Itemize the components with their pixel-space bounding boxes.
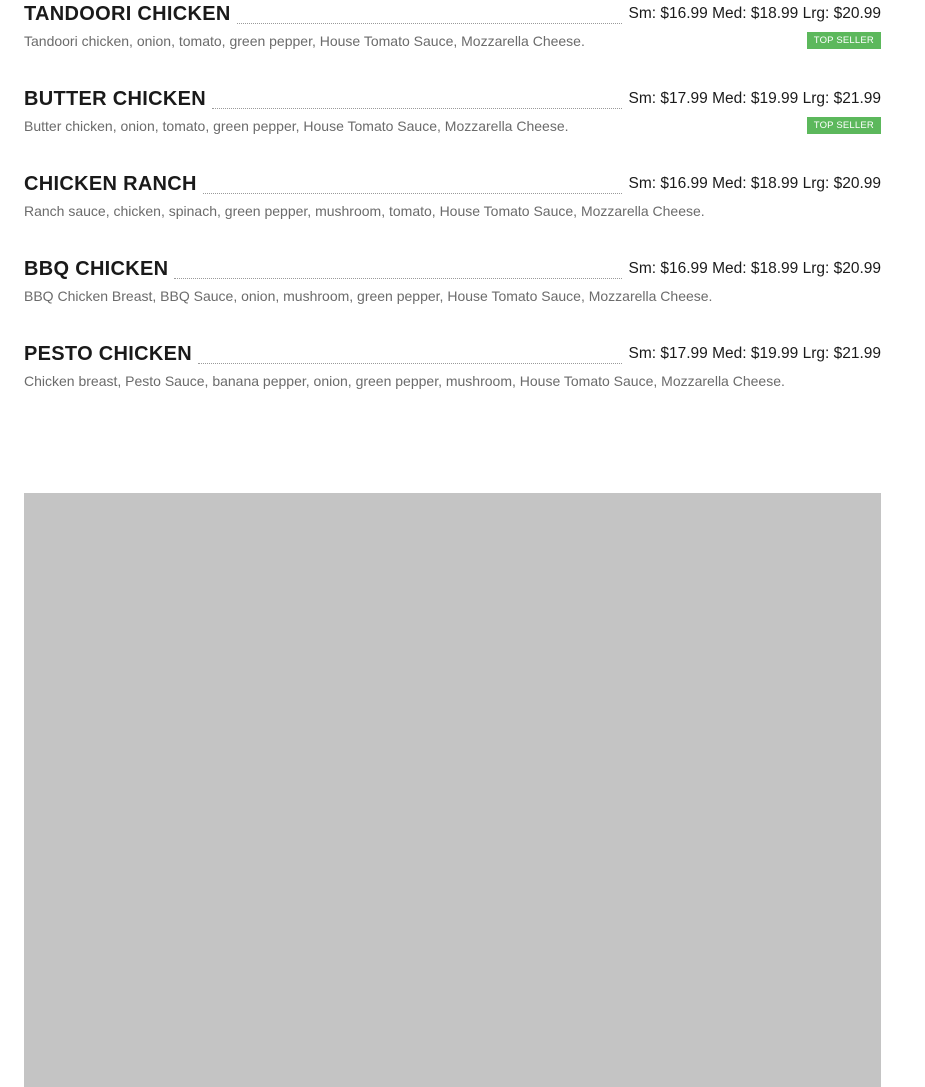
menu-list — [24, 0, 881, 425]
menu-item-name: TANDOORI CHICKEN — [24, 3, 231, 25]
menu-item-price: Sm: $17.99 Med: $19.99 Lrg: $21.99 — [628, 90, 881, 107]
menu-item-header — [24, 170, 881, 196]
menu-item-description: Chicken breast, Pesto Sauce, banana pepper, onion, green pepper, mushroom, House Tomato Sauce, Mozzarella Cheese. — [24, 373, 785, 389]
top-seller-badge: TOP SELLER — [807, 117, 881, 134]
menu-item-header — [24, 340, 881, 366]
dotted-leader — [174, 277, 621, 279]
menu-item-name: PESTO CHICKEN — [24, 343, 193, 365]
menu-item-header — [24, 0, 881, 26]
menu-item-description: BBQ Chicken Breast, BBQ Sauce, onion, mushroom, green pepper, House Tomato Sauce, Mozzarella Cheese. — [24, 288, 713, 304]
dotted-leader — [203, 192, 622, 194]
menu-item-price: Sm: $17.99 Med: $19.99 Lrg: $21.99 — [628, 345, 881, 362]
dotted-leader — [198, 362, 622, 364]
menu-item-tandoori-chicken — [24, 0, 881, 85]
menu-item-price: Sm: $16.99 Med: $18.99 Lrg: $20.99 — [628, 260, 881, 277]
image-placeholder — [24, 493, 881, 1087]
menu-item-bbq-chicken — [24, 255, 881, 340]
menu-item-butter-chicken — [24, 85, 881, 170]
menu-item-name: CHICKEN RANCH — [24, 173, 197, 195]
menu-item-description: Tandoori chicken, onion, tomato, green pepper, House Tomato Sauce, Mozzarella Cheese. — [24, 33, 585, 49]
menu-item-price: Sm: $16.99 Med: $18.99 Lrg: $20.99 — [628, 5, 881, 22]
menu-item-price: Sm: $16.99 Med: $18.99 Lrg: $20.99 — [628, 175, 881, 192]
menu-item-description: Ranch sauce, chicken, spinach, green pepper, mushroom, tomato, House Tomato Sauce, Mozzarella Cheese. — [24, 203, 705, 219]
menu-item-header — [24, 255, 881, 281]
top-seller-badge: TOP SELLER — [807, 32, 881, 49]
dotted-leader — [212, 107, 622, 109]
menu-item-chicken-ranch — [24, 170, 881, 255]
menu-item-header — [24, 85, 881, 111]
menu-item-pesto-chicken — [24, 340, 881, 425]
menu-item-name: BUTTER CHICKEN — [24, 88, 206, 110]
dotted-leader — [237, 22, 622, 24]
menu-item-description: Butter chicken, onion, tomato, green pepper, House Tomato Sauce, Mozzarella Cheese. — [24, 118, 569, 134]
menu-item-name: BBQ CHICKEN — [24, 258, 169, 280]
